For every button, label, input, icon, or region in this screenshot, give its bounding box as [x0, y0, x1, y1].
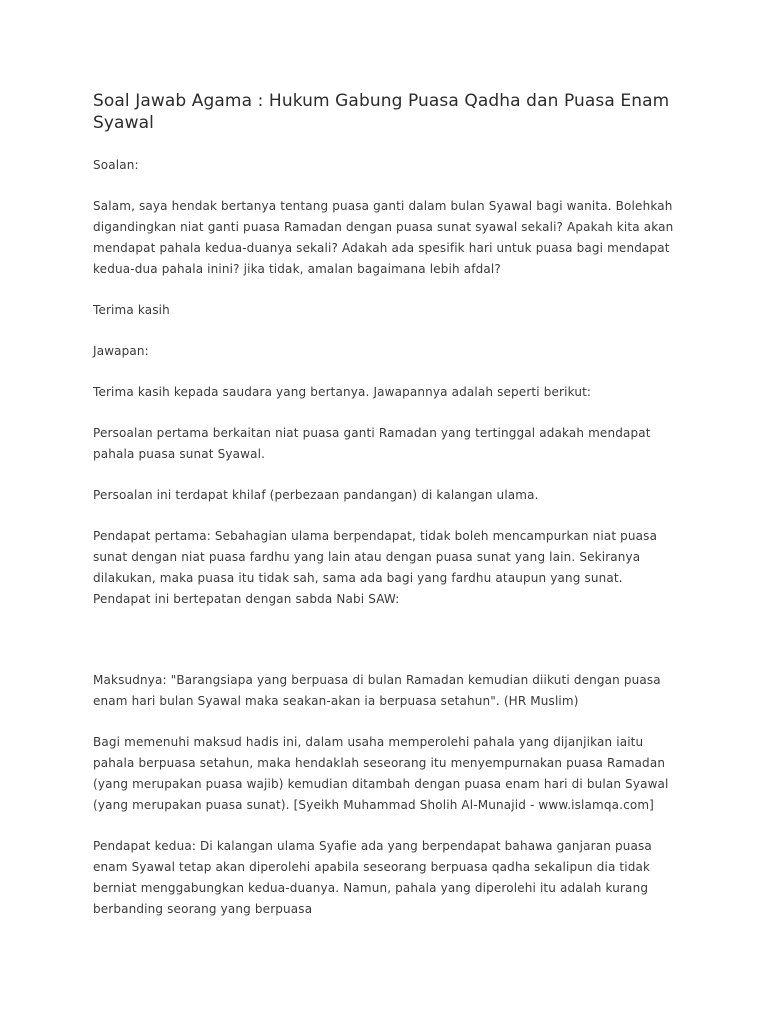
paragraph-second-opinion: Pendapat kedua: Di kalangan ulama Syafie ada yang berpendapat bahawa ganjaran puasa enam Syawal tetap akan diperolehi apabila seseorang berpuasa qadha sekalipun dia tidak berniat menggabungkan kedua-duanya. Namun, pahala yang diperolehi itu adalah kurang berbanding seorang yang berpuasa: [93, 839, 652, 916]
paragraph-question: Salam, saya hendak bertanya tentang puasa ganti dalam bulan Syawal bagi wanita. Bolehkah digandingkan niat ganti puasa Ramadan dengan puasa sunat syawal sekali? Apakah kita akan mendapat pahala kedua-duanya sekali? Adakah ada spesifik hari untuk puasa bagi mendapat kedua-dua pahala inini? jika tidak, amalan bagaimana lebih afdal?: [93, 199, 674, 276]
document-title: Soal Jawab Agama : Hukum Gabung Puasa Qadha dan Puasa Enam Syawal: [93, 91, 670, 133]
paragraph-thanks: Terima kasih: [93, 303, 170, 317]
paragraph-answer-label: Jawapan:: [93, 344, 149, 358]
paragraph-explanation: Bagi memenuhi maksud hadis ini, dalam usaha memperolehi pahala yang dijanjikan iaitu pahala berpuasa setahun, maka hendaklah seseorang itu menyempurnakan puasa Ramadan (yang merupakan puasa wajib) kemudian ditambah dengan puasa enam hari di bulan Syawal (yang merupakan puasa sunat). [Syeikh Muhammad Sholih Al-Munajid - www.islamqa.com]: [93, 735, 669, 812]
paragraph-first-issue: Persoalan pertama berkaitan niat puasa ganti Ramadan yang tertinggal adakah mendapat pahala puasa sunat Syawal.: [93, 426, 651, 461]
paragraph-question-label: Soalan:: [93, 158, 139, 172]
paragraph-answer-intro: Terima kasih kepada saudara yang bertanya. Jawapannya adalah seperti berikut:: [93, 385, 592, 399]
paragraph-first-opinion: Pendapat pertama: Sebahagian ulama berpendapat, tidak boleh mencampurkan niat puasa sunat dengan niat puasa fardhu yang lain atau dengan puasa sunat yang lain. Sekiranya dilakukan, maka puasa itu tidak sah, sama ada bagi yang fardhu ataupun yang sunat. Pendapat ini bertepatan dengan sabda Nabi SAW:: [93, 529, 658, 606]
paragraph-khilaf: Persoalan ini terdapat khilaf (perbezaan pandangan) di kalangan ulama.: [93, 488, 539, 502]
paragraph-hadith-meaning: Maksudnya: "Barangsiapa yang berpuasa di bulan Ramadan kemudian diikuti dengan puasa enam hari bulan Syawal maka seakan-akan ia berpuasa setahun". (HR Muslim): [93, 673, 661, 708]
